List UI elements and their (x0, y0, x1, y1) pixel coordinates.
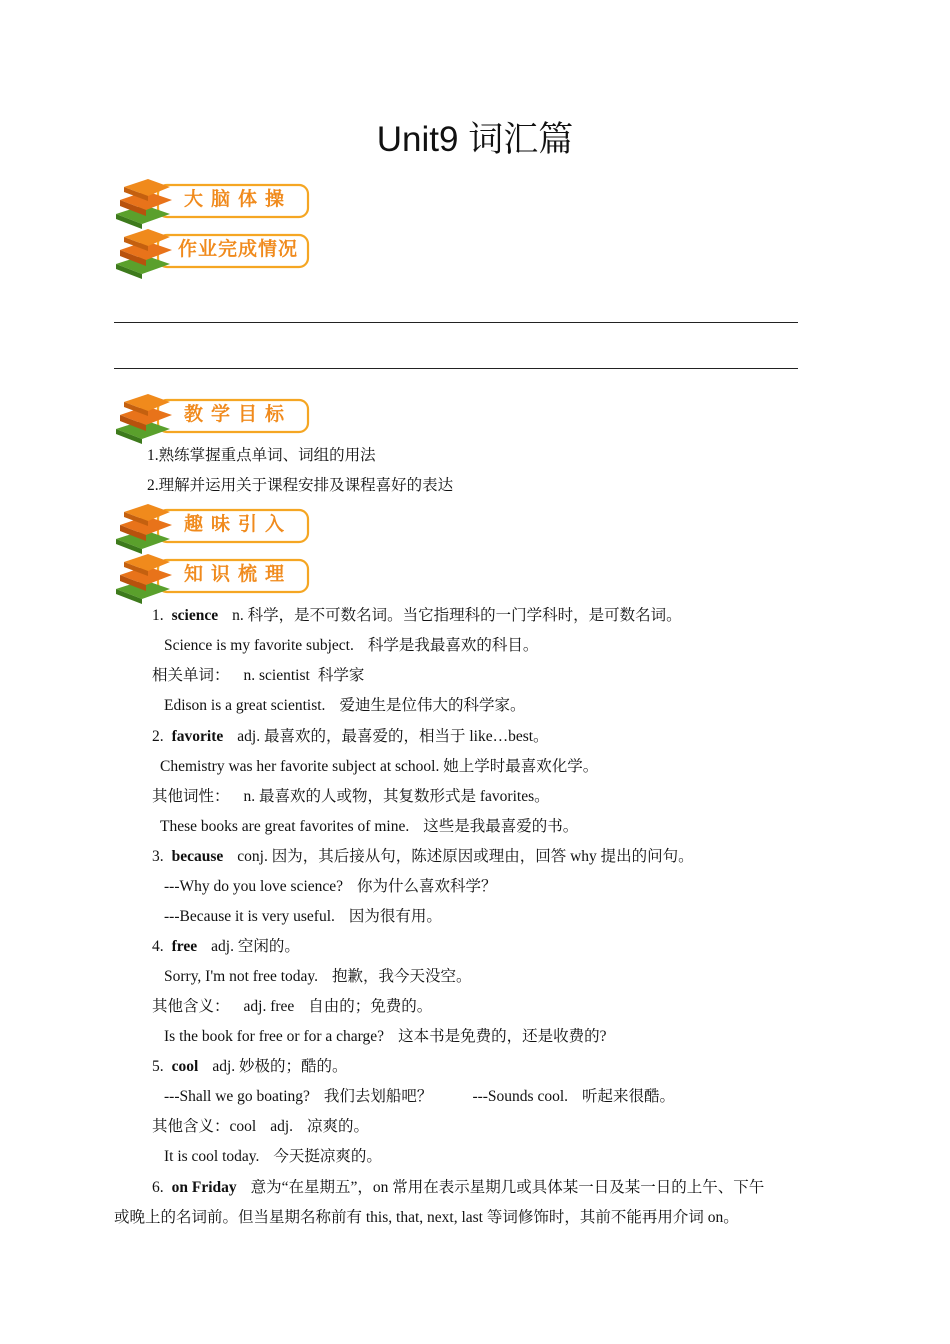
example-sentence: It is cool today. 今天挺凉爽的。 (164, 1148, 382, 1165)
other-usage: 其他含义：cool adj. 凉爽的。 (152, 1118, 370, 1135)
example-dialogue: ---Shall we go boating? 我们去划船吧？ ---Sounds cool. 听起来很酷。 (164, 1088, 676, 1105)
vocab-entry-friday: 6. on Friday 意为“在星期五”，on 常用在表示星期几或具体某一日及某一日的上午、下午 (152, 1179, 765, 1196)
related-word: 相关单词： n. scientist 科学家 (152, 667, 365, 684)
example-sentence: Chemistry was her favorite subject at school. 她上学时最喜欢化学。 (160, 758, 599, 775)
answer-line (114, 322, 798, 323)
goal-item: 2.理解并运用关于课程安排及课程喜好的表达 (147, 477, 454, 494)
vocab-word: favorite (171, 728, 224, 745)
vocab-entry-free: 4. free adj. 空闲的。 (152, 938, 300, 955)
section-badge-intro (112, 503, 312, 555)
vocab-word: because (171, 848, 224, 865)
section-badge-knowledge (112, 553, 312, 605)
section-badge-brain (112, 178, 312, 230)
badge-label: 作业完成情况 (177, 238, 298, 260)
badge-label: 趣味引入 (183, 513, 292, 535)
answer-line (114, 368, 798, 369)
section-badge-goals (112, 393, 312, 445)
vocab-entry-favorite: 2. favorite adj. 最喜欢的，最喜爱的，相当于 like…best。 (152, 728, 549, 745)
example-sentence: Edison is a great scientist. 爱迪生是位伟大的科学家。 (164, 697, 526, 714)
example-dialogue: ---Because it is very useful. 因为很有用。 (164, 908, 442, 925)
vocab-entry-science: 1. science n. 科学，是不可数名词。当它指理科的一门学科时，是可数名词。 (152, 607, 682, 624)
example-dialogue: ---Why do you love science? 你为什么喜欢科学？ (164, 878, 497, 895)
badge-label: 教学目标 (183, 403, 292, 425)
badge-label: 大脑体操 (183, 188, 292, 210)
example-sentence: Science is my favorite subject. 科学是我最喜欢的科目。 (164, 637, 539, 654)
vocab-entry-cool: 5. cool adj. 妙极的；酷的。 (152, 1058, 348, 1075)
other-usage: 其他含义： adj. free 自由的；免费的。 (152, 998, 433, 1015)
example-sentence: Sorry, I'm not free today. 抱歉，我今天没空。 (164, 968, 472, 985)
vocab-entry-because: 3. because conj. 因为，其后接从句，陈述原因或理由，回答 why 提出的问句。 (152, 848, 694, 865)
badge-label: 知识梳理 (183, 563, 292, 585)
vocab-word: on Friday (171, 1179, 237, 1196)
example-sentence: Is the book for free or for a charge? 这本书是免费的，还是收费的? (164, 1028, 607, 1045)
page-title: Unit9 词汇篇 (376, 120, 574, 159)
goal-item: 1.熟练掌握重点单词、词组的用法 (147, 447, 376, 464)
vocab-word: cool (171, 1058, 199, 1075)
vocab-word: free (171, 938, 198, 955)
vocab-word: science (171, 607, 219, 624)
vocab-definition-continued: 或晚上的名词前。但当星期名称前有 this, that, next, last 等词修饰时，其前不能再用介词 on。 (114, 1209, 739, 1226)
section-badge-homework (112, 228, 312, 280)
other-usage: 其他词性： n. 最喜欢的人或物，其复数形式是 favorites。 (152, 788, 550, 805)
example-sentence: These books are great favorites of mine. 这些是我最喜爱的书。 (160, 818, 579, 835)
